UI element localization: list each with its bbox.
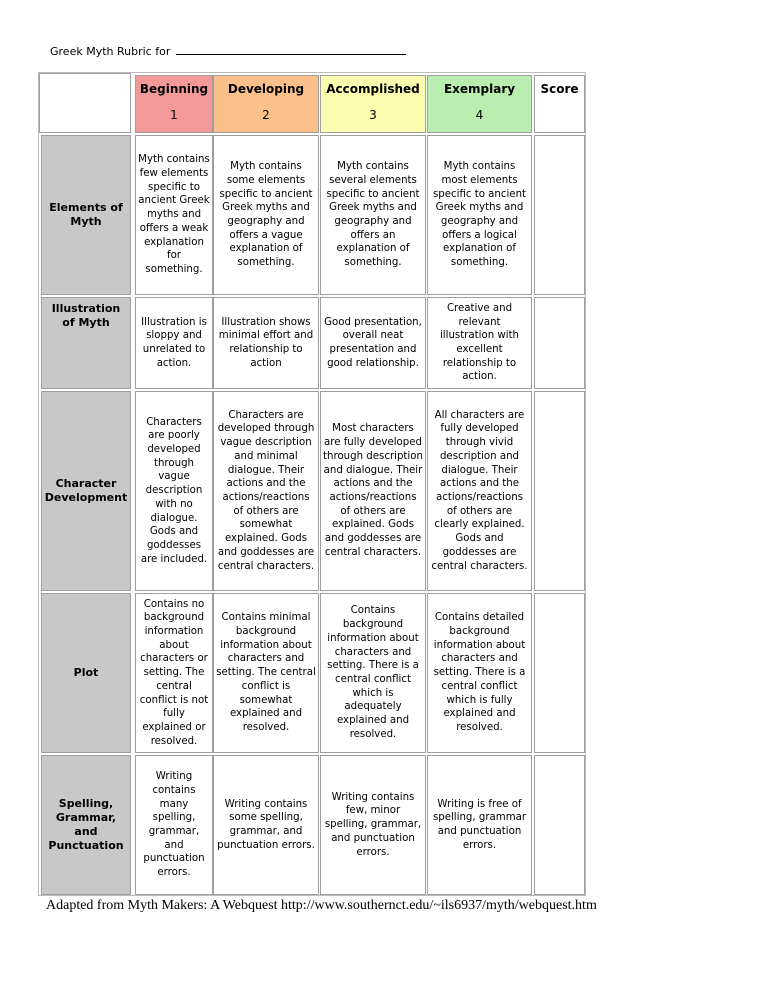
rubric-cell xyxy=(320,297,426,389)
rubric-table xyxy=(38,72,586,896)
cell-text: Most characters are fully developed through description and dialogue. Their actions and the actions/reactions of others are explained. Gods and goddesses are central characters. xyxy=(323,423,423,558)
cell-text: Myth contains several elements specific to ancient Greek myths and geography and offers an explanation of something. xyxy=(326,161,420,269)
cell-text: Contains minimal background information about characters and setting. The central conflict is somewhat explained and resolved. xyxy=(216,612,316,733)
row-label-plot xyxy=(41,593,131,753)
row-label-text: Plot xyxy=(73,666,99,679)
row-label-text: Character Development xyxy=(44,477,128,504)
cell-text: All characters are fully developed through vivid description and dialogue. Their actions and the actions/reactions of others are clearly explained. Gods and goddesses are central characters. xyxy=(431,409,528,572)
cell-text: Writing is free of spelling, grammar and punctuation errors. xyxy=(432,798,527,851)
row-label-elements-of-myth xyxy=(41,135,131,295)
rubric-cell xyxy=(320,135,426,295)
cell-text: Illustration is sloppy and unrelated to action. xyxy=(141,316,207,369)
rubric-cell xyxy=(213,297,319,389)
column-label: Developing xyxy=(227,82,305,96)
score-cell[interactable] xyxy=(534,391,585,591)
cell-text: Writing contains many spelling, grammar, and punctuation errors. xyxy=(143,771,205,879)
score-cell[interactable] xyxy=(534,297,585,389)
source-attribution: Adapted from Myth Makers: A Webquest http://www.southernct.edu/~ils6937/myth/webquest.htm xyxy=(46,898,597,913)
cell-text: Contains background information about characters and setting. There is a central conflict which is adequately explained and resolved. xyxy=(327,605,419,740)
column-header-developing xyxy=(213,75,319,133)
score-cell[interactable] xyxy=(534,135,585,295)
cell-text: Creative and relevant illustration with excellent relationship to action. xyxy=(439,302,520,383)
cell-text: Contains no background information about characters or setting. The central conflict is not fully explained or resolved. xyxy=(139,598,209,747)
rubric-cell xyxy=(427,135,532,295)
column-header-score xyxy=(534,75,585,133)
column-label: Beginning xyxy=(139,82,209,96)
cell-text: Illustration shows minimal effort and relationship to action xyxy=(218,316,314,369)
rubric-cell xyxy=(135,755,213,895)
column-header-beginning xyxy=(135,75,213,133)
rubric-cell xyxy=(427,297,532,389)
rubric-cell xyxy=(213,391,319,591)
corner-cell xyxy=(39,73,131,133)
rubric-cell xyxy=(320,755,426,895)
row-label-character-development xyxy=(41,391,131,591)
rubric-cell xyxy=(135,297,213,389)
score-cell[interactable] xyxy=(534,593,585,753)
cell-text: Characters are developed through vague description and minimal dialogue. Their actions and the actions/reactions of others are somewhat explained. Gods and goddesses are central characters. xyxy=(217,409,315,572)
score-label: Score xyxy=(540,82,579,96)
rubric-cell xyxy=(427,593,532,753)
name-blank-line xyxy=(176,44,406,55)
cell-text: Writing contains few, minor spelling, grammar, and punctuation errors. xyxy=(324,791,422,858)
column-label: Exemplary xyxy=(443,82,516,96)
cell-text: Myth contains most elements specific to ancient Greek myths and geography and offers a logical explanation of something. xyxy=(432,161,527,269)
row-label-illustration-of-myth xyxy=(41,297,131,389)
rubric-cell xyxy=(135,593,213,753)
rubric-cell xyxy=(213,135,319,295)
row-label-text: Spelling, Grammar, and Punctuation xyxy=(48,797,124,852)
cell-text: Good presentation, overall neat presentation and good relationship. xyxy=(324,316,422,369)
column-header-accomplished xyxy=(320,75,426,133)
rubric-title xyxy=(50,44,406,58)
rubric-cell xyxy=(213,593,319,753)
rubric-cell xyxy=(135,391,213,591)
score-cell[interactable] xyxy=(534,755,585,895)
column-label: Accomplished xyxy=(326,82,420,96)
cell-text: Writing contains some spelling, grammar, and punctuation errors. xyxy=(217,798,315,851)
rubric-cell xyxy=(320,391,426,591)
rubric-cell xyxy=(213,755,319,895)
row-label-spelling-grammar-punctuation xyxy=(41,755,131,895)
column-header-exemplary xyxy=(427,75,532,133)
column-number: 2 xyxy=(262,108,270,122)
rubric-cell xyxy=(427,391,532,591)
rubric-cell xyxy=(320,593,426,753)
rubric-cell xyxy=(135,135,213,295)
column-number: 4 xyxy=(475,108,484,122)
column-number: 3 xyxy=(369,108,377,122)
rubric-title-text: Greek Myth Rubric for xyxy=(50,45,171,58)
cell-text: Myth contains some elements specific to ancient Greek myths and geography and offers a vague explanation of something. xyxy=(219,161,313,269)
column-number: 1 xyxy=(170,108,178,122)
row-label-text: Elements of Myth xyxy=(49,201,123,228)
cell-text: Characters are poorly developed through vague description with no dialogue. Gods and goddesses are included. xyxy=(140,416,208,565)
cell-text: Myth contains few elements specific to ancient Greek myths and offers a weak explanation for something. xyxy=(138,154,210,275)
cell-text: Contains detailed background information about characters and setting. There is a central conflict which is fully explained and resolved. xyxy=(433,612,526,733)
row-label-text: Illustration of Myth xyxy=(51,302,121,329)
rubric-cell xyxy=(427,755,532,895)
